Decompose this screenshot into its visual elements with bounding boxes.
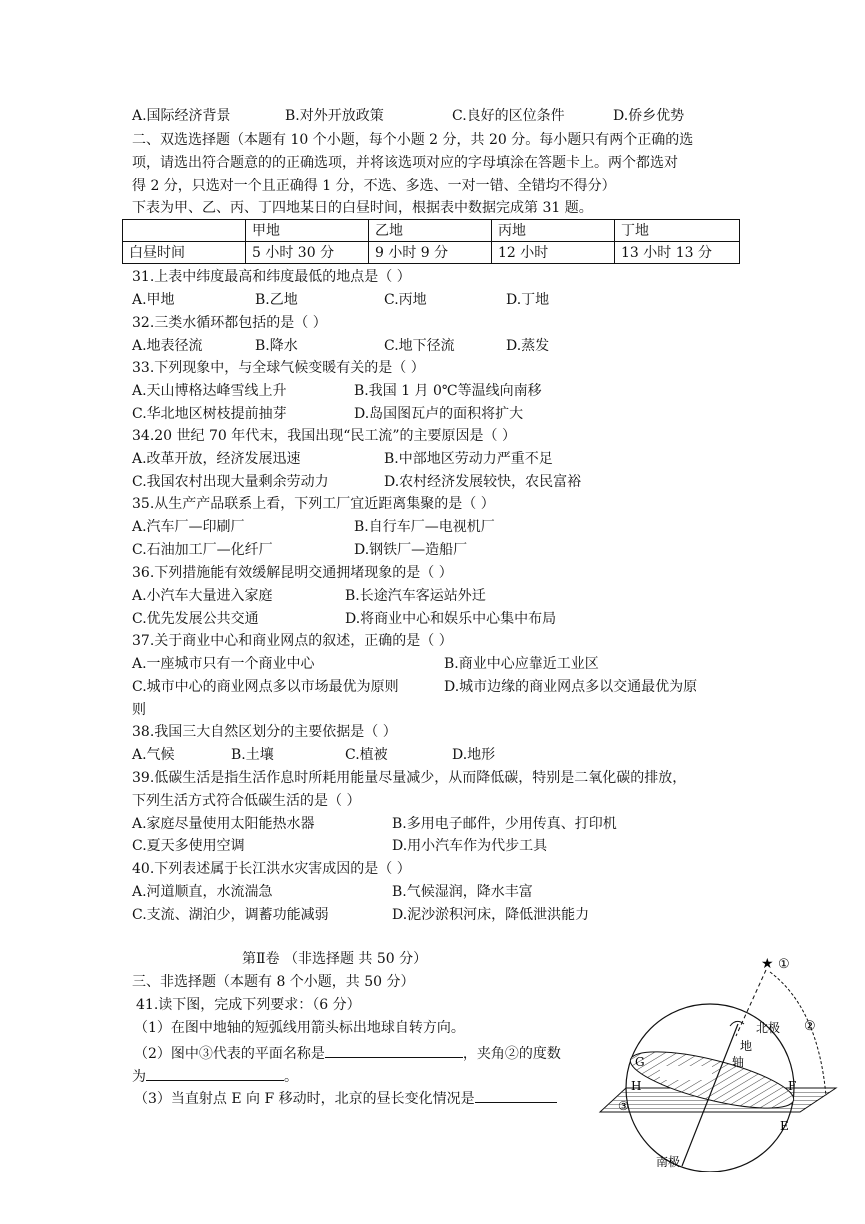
table-intro: 下表为甲、乙、丙、丁四地某日的白昼时间，根据表中数据完成第 31 题。 xyxy=(132,200,593,216)
label-1: ① xyxy=(778,957,790,972)
q37-option-d: D.城市边缘的商业网点多以交通最优为原 xyxy=(444,679,698,695)
q38-option-d: D.地形 xyxy=(452,747,496,763)
table-cell: 13 小时 13 分 xyxy=(615,242,740,264)
equator-label-bg xyxy=(660,1066,712,1080)
label-2: ② xyxy=(804,1019,816,1034)
q38-stem: 38.我国三大自然区划分的主要依据是（ ） xyxy=(132,724,397,740)
section2-instructions-line1: 二、双选选择题（本题有 10 个小题，每个小题 2 分，共 20 分。每小题只有两个正确的选 xyxy=(132,132,694,148)
q37-option-b: B.商业中心应靠近工业区 xyxy=(444,656,599,672)
table-header-row xyxy=(123,220,740,242)
table-row xyxy=(123,242,740,264)
q33-option-a: A.天山博格达峰雪线上升 xyxy=(132,383,287,399)
q34-option-c: C.我国农村出现大量剩余劳动力 xyxy=(132,474,329,490)
q31-option-a: A.甲地 xyxy=(132,292,175,308)
q37-option-a: A.一座城市只有一个商业中心 xyxy=(132,656,315,672)
q31-option-c: C.丙地 xyxy=(384,292,427,308)
table-row-label: 白昼时间 xyxy=(123,242,246,264)
q41-daylength-blank[interactable] xyxy=(475,1086,557,1103)
q34-stem: 34.20 世纪 70 年代末，我国出现“民工流”的主要原因是（ ） xyxy=(132,428,517,444)
q41-sub2-text-angle: ，夹角②的度数 xyxy=(462,1046,561,1062)
q31-stem: 31.上表中纬度最高和纬度最低的地点是（ ） xyxy=(132,269,411,285)
q35-stem: 35.从生产产品联系上看，下列工厂宜近距离集聚的是（ ） xyxy=(132,496,495,512)
part2-title: 第Ⅱ卷 （非选择题 共 50 分） xyxy=(242,951,428,967)
q41-plane-name-blank[interactable] xyxy=(325,1041,463,1058)
q31-option-d: D.丁地 xyxy=(506,292,550,308)
prev-option-c: C.良好的区位条件 xyxy=(452,108,565,124)
q40-stem: 40.下列表述属于长江洪水灾害成因的是（ ） xyxy=(132,861,411,877)
table-cell: 9 小时 9 分 xyxy=(369,242,492,264)
q33-stem: 33.下列现象中，与全球气候变暖有关的是（ ） xyxy=(132,360,425,376)
q41-sub1: （1）在图中地轴的短弧线用箭头标出地球自转方向。 xyxy=(134,1020,465,1036)
q32-option-a: A.地表径流 xyxy=(132,338,203,354)
q38-option-b: B.土壤 xyxy=(231,747,274,763)
q34-option-b: B.中部地区劳动力严重不足 xyxy=(384,451,553,467)
q36-option-b: B.长途汽车客运站外迁 xyxy=(345,588,486,604)
q37-option-c: C.城市中心的商业网点多以市场最优为原则 xyxy=(132,679,399,695)
q41-sub2-cont xyxy=(132,1064,298,1087)
q41-stem: 41.读下图，完成下列要求：（6 分） xyxy=(136,997,361,1013)
q41-sub3 xyxy=(134,1086,557,1109)
q39-option-b: B.多用电子邮件，少用传真、打印机 xyxy=(392,816,617,832)
q38-option-a: A.气候 xyxy=(132,747,175,763)
label-3: ③ xyxy=(618,1099,629,1113)
q41-sub2-prefix: 为 xyxy=(132,1069,146,1085)
q35-option-d: D.钢铁厂—造船厂 xyxy=(354,542,468,558)
prev-option-d: D.侨乡优势 xyxy=(613,108,685,124)
q41-sub3-text: （3）当直射点 E 向 F 移动时，北京的昼长变化情况是 xyxy=(134,1091,475,1107)
table-header-cell: 丁地 xyxy=(615,220,740,242)
daylight-table xyxy=(122,219,740,264)
point-h-label: H xyxy=(631,1079,642,1093)
section2-instructions-line3: 得 2 分，只选对一个且正确得 1 分，不选、多选、一对一错、全错均不得分） xyxy=(132,178,616,194)
q31-option-b: B.乙地 xyxy=(255,292,298,308)
q34-option-a: A.改革开放，经济发展迅速 xyxy=(132,451,301,467)
q40-option-c: C.支流、湖泊少，调蓄功能减弱 xyxy=(132,907,329,923)
table-header-cell: 丙地 xyxy=(492,220,615,242)
q32-option-d: D.蒸发 xyxy=(506,338,550,354)
south-pole-label: 南极 xyxy=(656,1155,681,1169)
q32-stem: 32.三类水循环都包括的是（ ） xyxy=(132,315,327,331)
table-header-cell: 甲地 xyxy=(246,220,369,242)
table-header-cell: 乙地 xyxy=(369,220,492,242)
point-f-label: F xyxy=(788,1079,797,1093)
section2-instructions-line2: 项，请选出符合题意的的正确选项，并将该选项对应的字母填涂在答题卡上。两个都选对 xyxy=(132,155,678,171)
q36-option-a: A.小汽车大量进入家庭 xyxy=(132,588,273,604)
q39-option-d: D.用小汽车作为代步工具 xyxy=(392,838,548,854)
q36-stem: 36.下列措施能有效缓解昆明交通拥堵现象的是（ ） xyxy=(132,565,453,581)
q33-option-b: B.我国 1 月 0℃等温线向南移 xyxy=(354,383,542,399)
prev-option-a: A.国际经济背景 xyxy=(132,108,231,124)
q34-option-d: D.农村经济发展较快，农民富裕 xyxy=(384,474,582,490)
q39-option-c: C.夏天多使用空调 xyxy=(132,838,245,854)
q32-option-c: C.地下径流 xyxy=(384,338,455,354)
q36-option-c: C.优先发展公共交通 xyxy=(132,611,259,627)
q33-option-d: D.岛国图瓦卢的面积将扩大 xyxy=(354,406,524,422)
q37-option-d-wrap: 则 xyxy=(132,702,146,718)
q37-stem: 37.关于商业中心和商业网点的叙述，正确的是（ ） xyxy=(132,633,453,649)
north-pole-label: 北极 xyxy=(756,1021,781,1035)
q35-option-c: C.石油加工厂—化纤厂 xyxy=(132,542,273,558)
q35-option-a: A.汽车厂—印刷厂 xyxy=(132,519,245,535)
star-icon: ★ xyxy=(761,956,774,972)
q41-sub2 xyxy=(134,1041,561,1064)
table-cell: 12 小时 xyxy=(492,242,615,264)
prev-option-b: B.对外开放政策 xyxy=(285,108,384,124)
earth-axis-diagram xyxy=(590,948,840,1172)
q39-stem-line1: 39.低碳生活是指生活作息时所耗用能量尽量减少，从而降低碳，特别是二氧化碳的排放， xyxy=(132,770,687,786)
table-cell: 5 小时 30 分 xyxy=(246,242,369,264)
q41-sub2-text: （2）图中③代表的平面名称是 xyxy=(134,1046,325,1062)
q38-option-c: C.植被 xyxy=(345,747,388,763)
q41-angle-blank[interactable] xyxy=(146,1064,284,1081)
q33-option-c: C.华北地区树枝提前抽芽 xyxy=(132,406,287,422)
q39-option-a: A.家庭尽量使用太阳能热水器 xyxy=(132,816,315,832)
q35-option-b: B.自行车厂—电视机厂 xyxy=(354,519,495,535)
q39-stem-line2: 下列生活方式符合低碳生活的是（ ） xyxy=(132,793,361,809)
axis-label-char1: 地 xyxy=(740,1039,753,1053)
q40-option-b: B.气候湿润，降水丰富 xyxy=(392,884,533,900)
point-g-label: G xyxy=(635,1055,645,1069)
q40-option-a: A.河道顺直，水流湍急 xyxy=(132,884,273,900)
axis-label-char2: 轴 xyxy=(732,1055,745,1069)
q41-sub2-suffix: 。 xyxy=(284,1069,298,1085)
q36-option-d: D.将商业中心和娱乐中心集中布局 xyxy=(345,611,557,627)
q32-option-b: B.降水 xyxy=(255,338,298,354)
section3-heading: 三、非选择题（本题有 8 个小题，共 50 分） xyxy=(132,974,415,990)
point-e-label: E xyxy=(780,1119,789,1133)
q40-option-d: D.泥沙淤积河床，降低泄洪能力 xyxy=(392,907,590,923)
table-header-cell xyxy=(123,220,246,242)
